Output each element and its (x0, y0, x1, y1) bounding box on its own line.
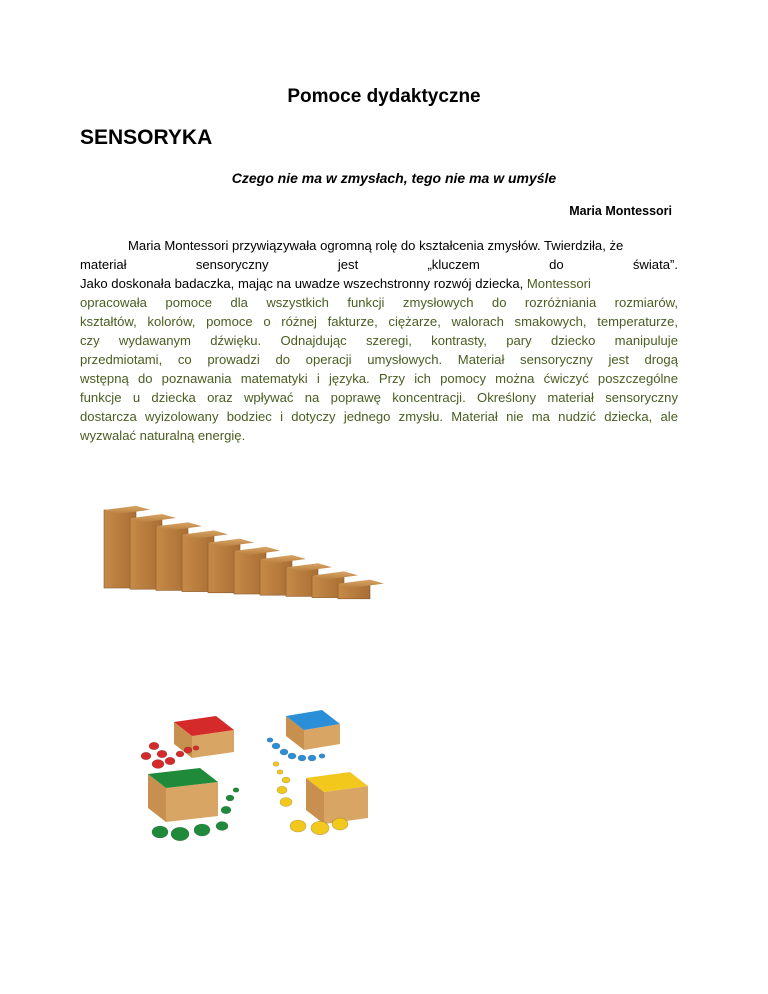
cylinder (267, 738, 273, 743)
motto-quote: Czego nie ma w zmysłach, tego nie ma w umyśle (231, 170, 557, 186)
montessori-brown-stair-image (94, 502, 394, 618)
quote-author: Maria Montessori (569, 204, 672, 218)
cylinder (332, 818, 348, 830)
cylinder (272, 743, 280, 749)
paragraph-line (80, 274, 678, 293)
paragraph-line-part: Montessori (526, 276, 591, 291)
paragraph-line: przedmiotami, co prowadzi do operacji umysłowych. Materiał sensoryczny jest drogą (80, 352, 678, 367)
paragraph-line: wyzwalać naturalną energię. (80, 428, 246, 443)
paragraph-line: kształtów, kolorów, pomoce o różnej fakturze, ciężarze, walorach smakowych, temperaturze, (80, 314, 678, 329)
cylinder (184, 747, 192, 753)
paragraph-line: czy wydawanym dźwięku. Odnajdując szeregi, kontrasty, pary dziecko manipuluje (80, 333, 678, 348)
cylinder (311, 821, 329, 835)
cylinder (157, 750, 167, 758)
knobless-cylinders-image (136, 706, 370, 852)
cylinder (277, 786, 287, 794)
cylinder (152, 760, 164, 769)
cylinder (298, 755, 306, 761)
paragraph-line: opracowała pomoce dla wszystkich funkcji zmysłowych do rozróżniania rozmiarów, (80, 295, 678, 310)
green-cylinder-box-front (166, 782, 218, 822)
yellow-cylinder-box-front (324, 786, 368, 824)
cylinder (193, 746, 199, 751)
cylinder (282, 777, 290, 783)
paragraph-line: dostarcza wyizolowany bodziec i dotyczy jednego zmysłu. Materiał nie ma nudzić dziecka, ale (80, 409, 678, 424)
cylinder (273, 762, 279, 767)
cylinder (165, 757, 175, 765)
cylinder (233, 788, 239, 793)
cylinder (141, 752, 151, 760)
paragraph-line: wstępną do poznawania matematyki i języka. Przy ich pomocy można ćwiczyć poszczególne (80, 371, 678, 386)
cylinder (221, 806, 231, 814)
paragraph-line: materiał sensoryczny jest „kluczem do świata”. (80, 257, 678, 272)
body-paragraph (80, 236, 678, 445)
cylinder (280, 749, 288, 755)
paragraph-line-part: Jako doskonała badaczka, mając na uwadze wszechstronny rozwój dziecka, (80, 276, 524, 291)
cylinder (171, 827, 189, 841)
cylinder (280, 798, 292, 807)
paragraph-line: Maria Montessori przywiązywała ogromną rolę do kształcenia zmysłów. Twierdziła, że (128, 238, 624, 253)
cylinder (194, 824, 210, 836)
page-title: Pomoce dydaktyczne (287, 86, 481, 107)
cylinder (226, 795, 234, 801)
cylinder (277, 770, 283, 775)
cylinder (288, 753, 296, 759)
cylinder (216, 822, 228, 831)
paragraph-line: funkcje u dziecka oraz wpływać na poprawę koncentracji. Określony materiał sensoryczny (80, 390, 678, 405)
cylinder (176, 751, 184, 757)
cylinder (308, 755, 316, 761)
cylinder (319, 754, 325, 759)
section-heading: SENSORYKA (80, 126, 213, 149)
cylinder (149, 742, 159, 750)
cylinder (290, 820, 306, 832)
cylinder (152, 826, 168, 838)
